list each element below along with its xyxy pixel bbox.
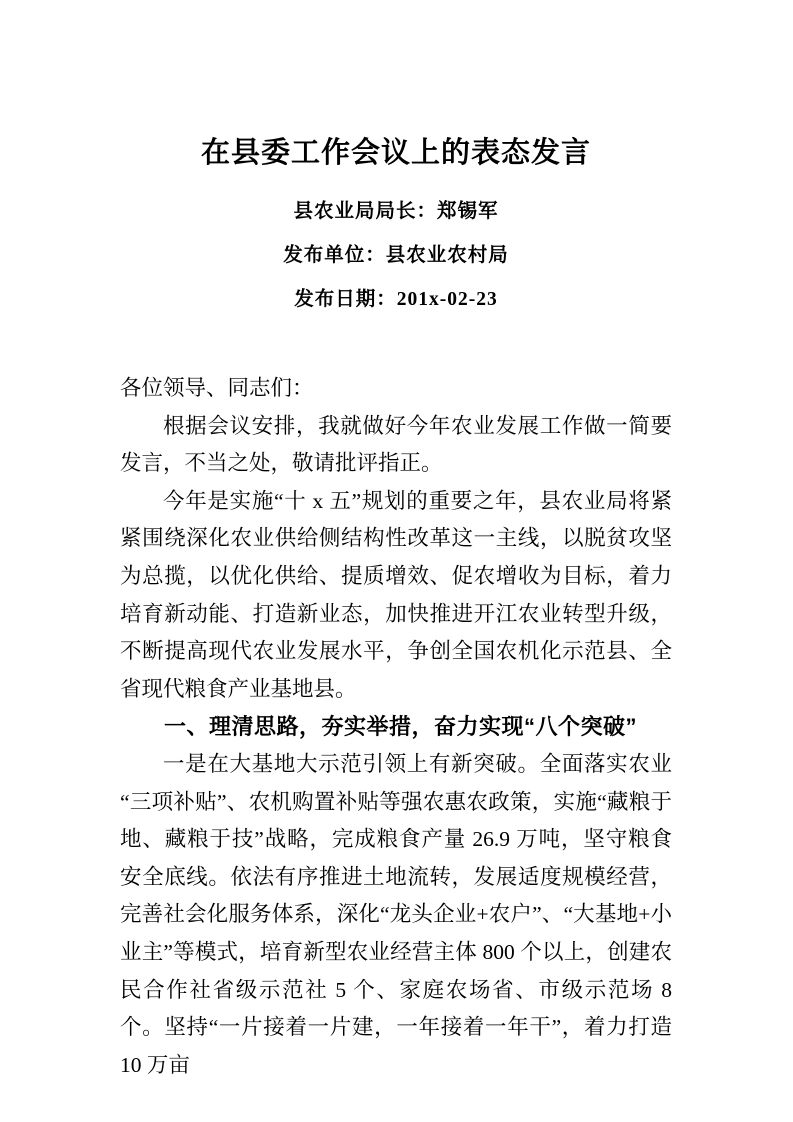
breakthrough-paragraph-1: 一是在大基地大示范引领上有新突破。全面落实农业“三项补贴”、农机购置补贴等强农惠农政策，实施“藏粮于地、藏粮于技”战略，完成粮食产量 26.9 万吨，坚守粮食安全底线。依法有序推进土地流转，发展适度规模经营，完善社会化服务体系，深化“龙头企业+农户”、“大基地+小业主”等模式，培育新型农业经营主体 800 个以上，创建农民合作社省级示范社 5 个、家庭农场省、市级示范场 8 个。坚持“一片接着一片建，一年接着一年干”，着力打造 10 万亩 <box>120 751 672 1077</box>
section-heading-1: 一、理清思路，夯实举措，奋力实现“八个突破” <box>164 714 638 740</box>
salutation-line: 各位领导、同志们： <box>120 376 314 400</box>
publish-date-line: 发布日期：201x-02-23 <box>294 289 498 310</box>
page-title: 在县委工作会议上的表态发言 <box>200 137 591 169</box>
author-line: 县农业局局长：郑锡军 <box>293 201 499 222</box>
overview-paragraph: 今年是实施“十 x 五”规划的重要之年，县农业局将紧紧围绕深化农业供给侧结构性改革这一主线，以脱贫攻坚为总揽，以优化供给、提质增效、促农增收为目标，着力培育新动能、打造新业态，加快推进开江农业转型升级，不断提高现代农业发展水平，争创全国农机化示范县、全省现代粮食产业基地县。 <box>120 488 672 701</box>
document-body <box>120 370 672 1084</box>
publisher-line: 发布单位：县农业农村局 <box>283 245 509 266</box>
intro-paragraph: 根据会议安排，我就做好今年农业发展工作做一简要发言，不当之处，敬请批评指正。 <box>120 413 672 476</box>
